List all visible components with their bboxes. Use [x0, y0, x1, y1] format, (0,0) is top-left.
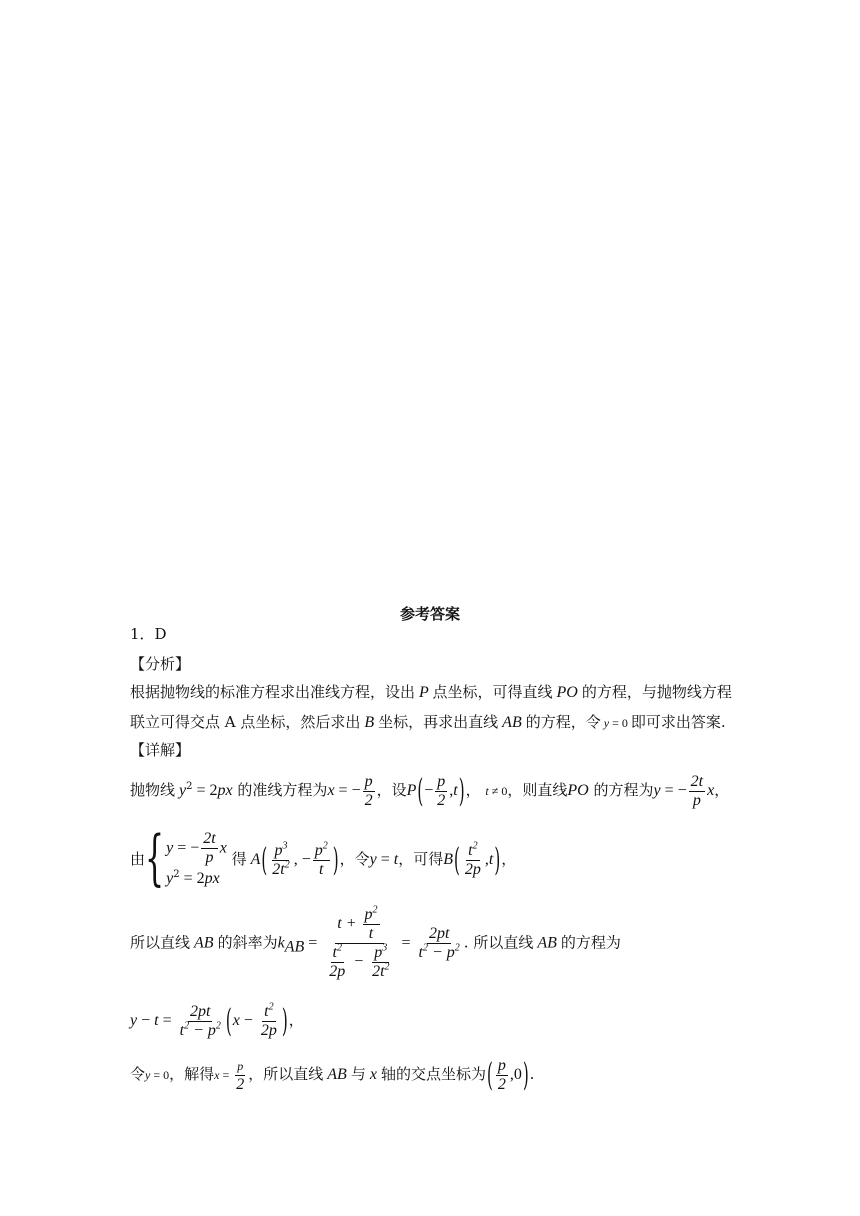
detail-step-3: 所以直线 AB 的斜率为$k_{AB}$ = t + $\frac{p^2}{t}$ $\frac{t^2}{2p}$ − $\frac{p^3}{2t^2}$ = $\frac{2pt}{t^2 - p^2}$ . 所以直线 AB 的方程为 — [130, 904, 621, 980]
analysis-header: 【分析】 — [130, 655, 191, 673]
analysis-line-2: 联立可得交点 A 点坐标，然后求出 B 坐标，再求出直线 AB 的方程，令 y = 0 即可求出答案. — [130, 713, 726, 731]
detail-step-5: 令y = 0，解得x = $\frac{p}{2}$ ，所以直线 AB 与 x 轴的交点坐标为( $\frac{p}{2}$ ,0). — [130, 1056, 535, 1094]
detail-step-2: 由{ y = − $\frac{2t}{p}$ x $y^2 = 2px$ 得 A( $\frac{p^3}{2t^2}$ , − $\frac{p^2}{t}$ )，令y = t，可得B( $\frac{t^2}{2p}$ ,t)， — [130, 824, 517, 894]
detail-step-4: y − t = $\frac{2pt}{t^2 - p^2}$ (x − $\frac{t^2}{2p}$ )， — [130, 1001, 304, 1040]
detail-header: 【详解】 — [130, 741, 191, 759]
page-title: 参考答案 — [399, 605, 460, 623]
analysis-line-1: 根据抛物线的标准方程求出准线方程，设出 P 点坐标，可得直线 PO 的方程，与抛物线方程 — [130, 683, 732, 701]
detail-step-1: 抛物线 $y^2 = 2px$ 的准线方程为x = − $\frac{p}{2}$ ，设P(− $\frac{p}{2}$ ,t)， t ≠ 0，则直线PO 的方程为y = − $\frac{2t}{p}$ x， — [130, 772, 730, 810]
answer-label: 1．D — [130, 625, 167, 643]
